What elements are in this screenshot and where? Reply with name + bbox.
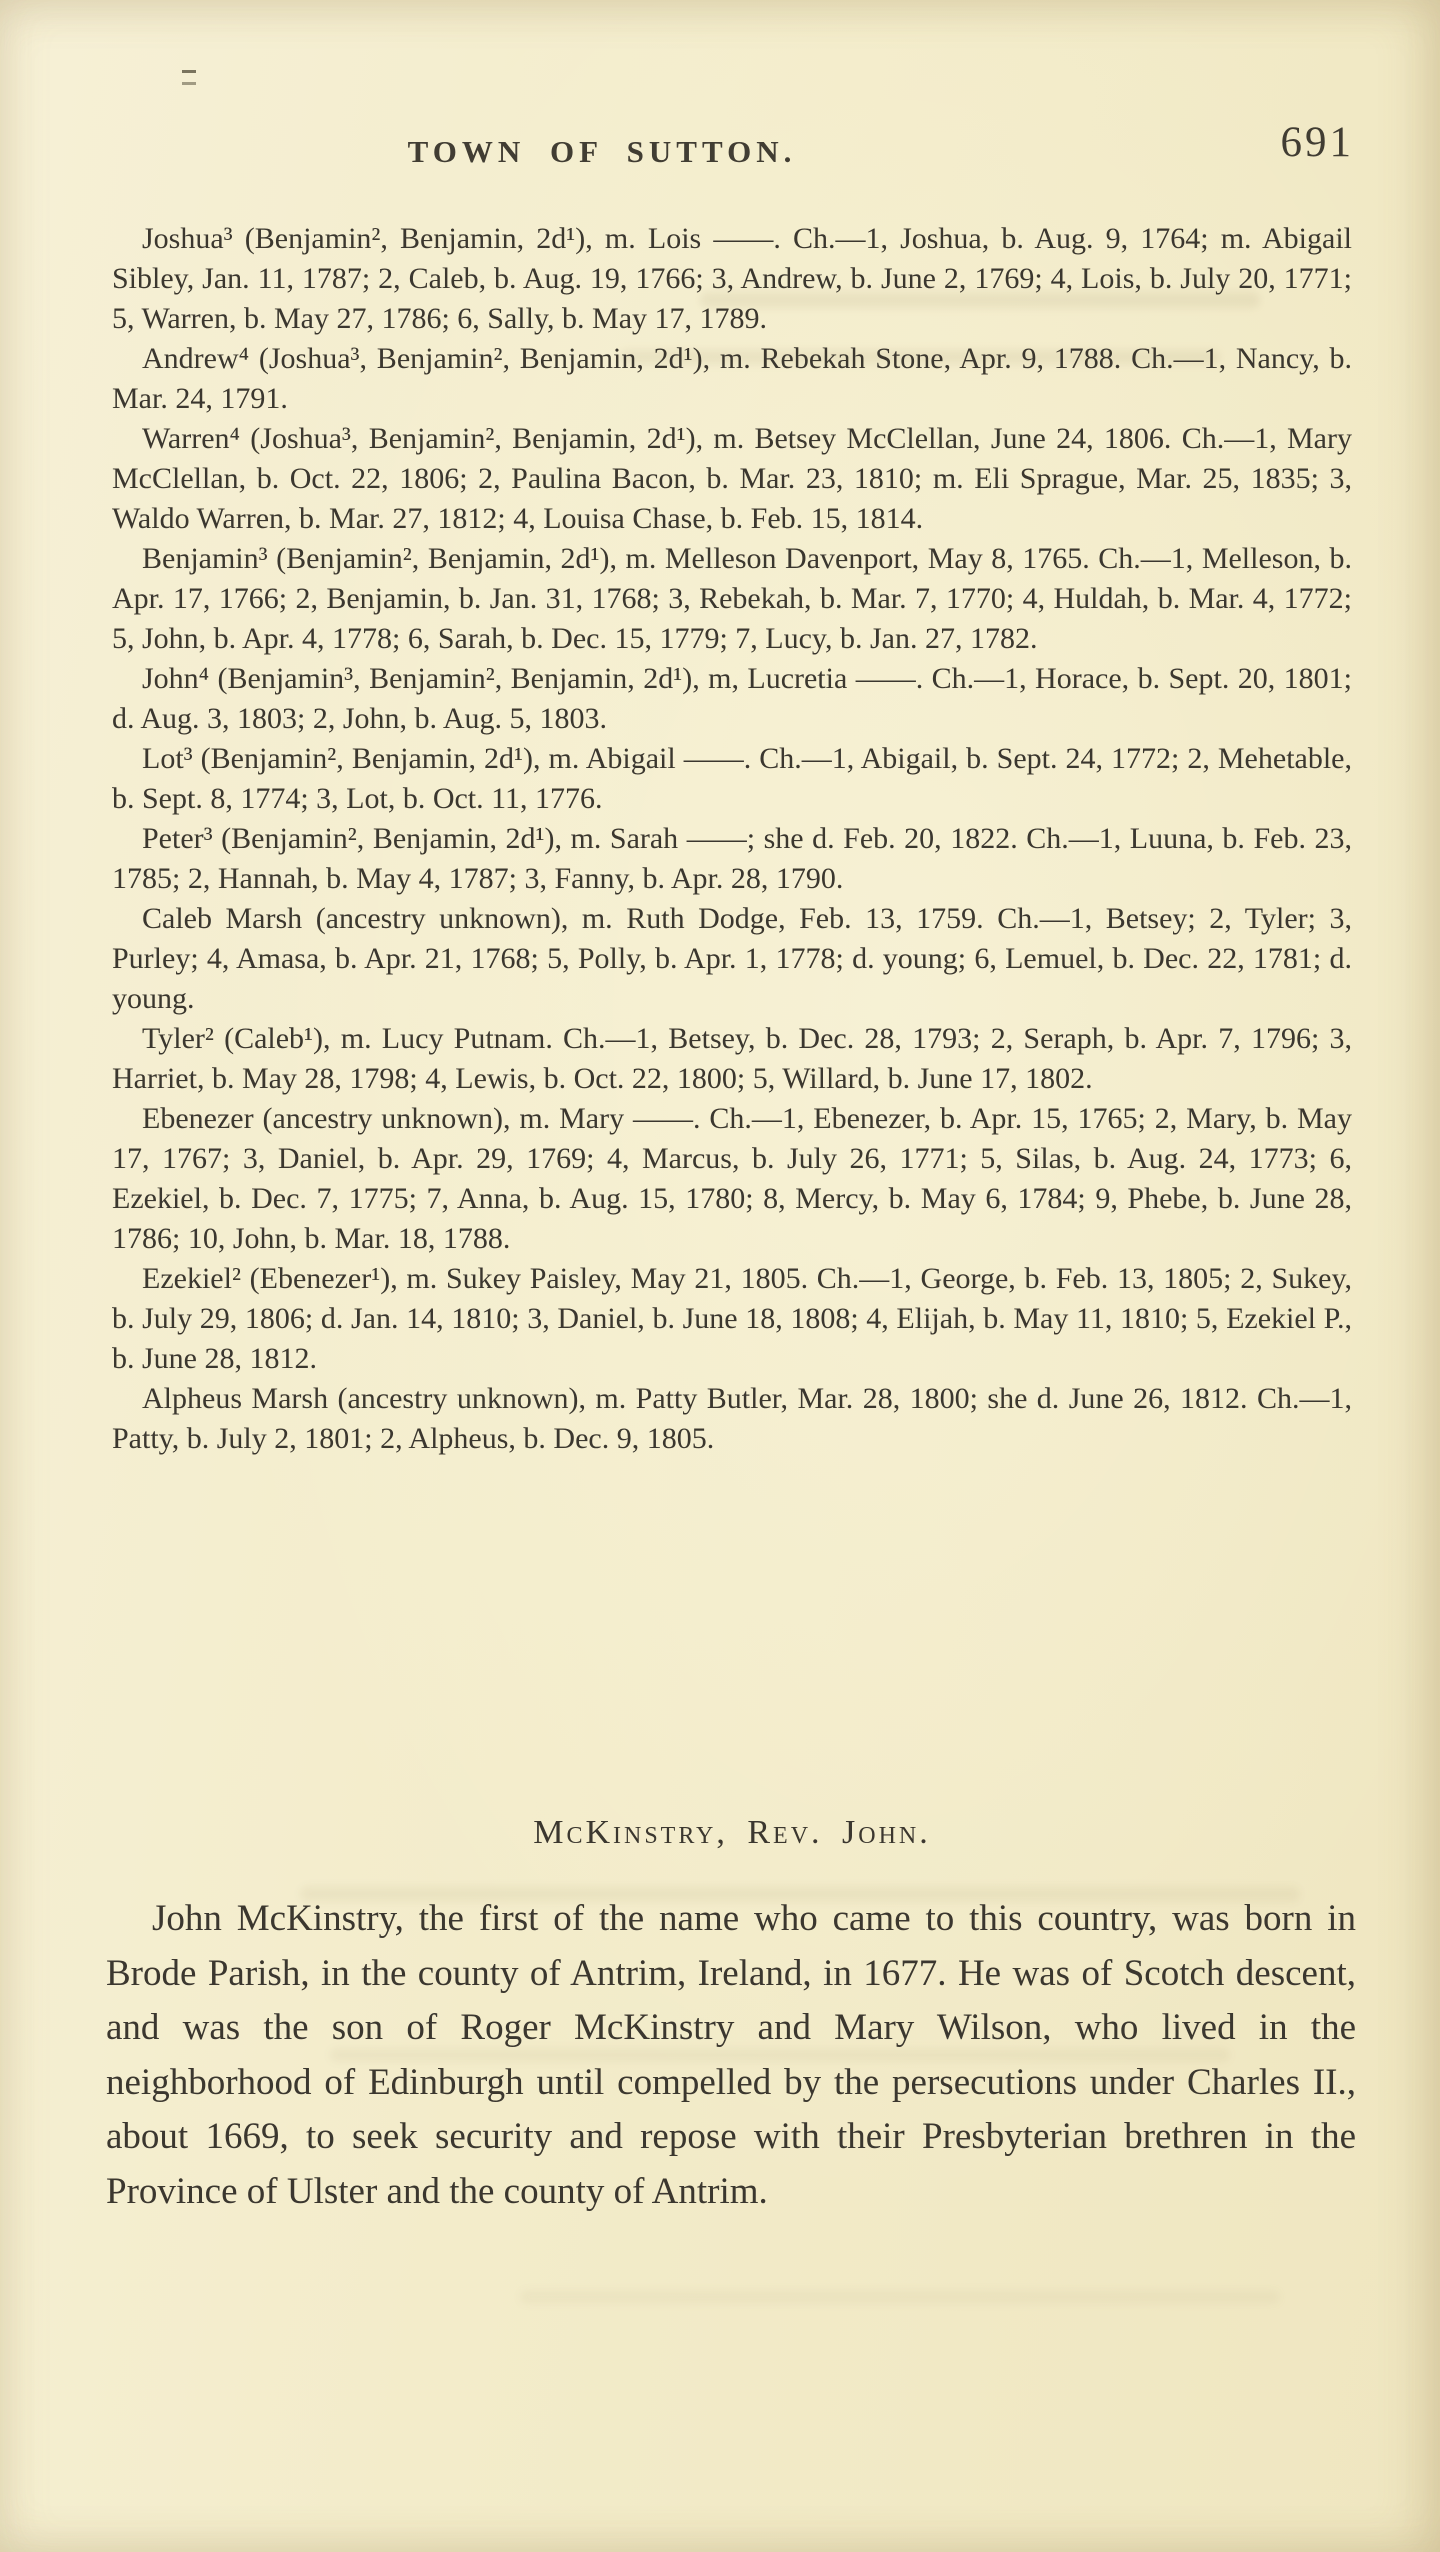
genealogy-paragraph-peter3: Peter³ (Benjamin², Benjamin, 2d¹), m. Sarah ——; she d. Feb. 20, 1822. Ch.—1, Luuna, b. Feb. 23, 1785; 2, Hannah, b. May 4, 1787; 3, Fanny, b. Apr. 28, 1790. bbox=[112, 822, 1352, 895]
biography-paragraph: John McKinstry, the first of the name who came to this country, was born in Brode Parish, in the county of Antrim, Ireland, in 1677. He was of Scotch descent, and was the son of Roger McKinstry and Mary Wilson, who lived in the neighborhood of Edinburgh until compelled by the persecutions under Charles II., about 1669, to seek security and repose with their Presbyterian brethren in the Province of Ulster and the county of Antrim. bbox=[106, 1898, 1356, 2212]
genealogy-paragraph-ebenezer: Ebenezer (ancestry unknown), m. Mary ——. Ch.—1, Ebenezer, b. Apr. 15, 1765; 2, Mary, b. May 17, 1767; 3, Daniel, b. Apr. 29, 1769; 4, Marcus, b. July 26, 1771; 5, Silas, b. Aug. 24, 1773; 6, Ezekiel, b. Dec. 7, 1775; 7, Anna, b. Aug. 15, 1780; 8, Mercy, b. May 6, 1784; 9, Phebe, b. June 28, 1786; 10, John, b. Mar. 18, 1788. bbox=[112, 1102, 1352, 1255]
genealogy-paragraph-alpheus-marsh: Alpheus Marsh (ancestry unknown), m. Patty Butler, Mar. 28, 1800; she d. June 26, 1812. Ch.—1, Patty, b. July 2, 1801; 2, Alpheus, b. Dec. 9, 1805. bbox=[112, 1382, 1352, 1455]
page-number: 691 bbox=[1280, 119, 1354, 166]
genealogy-paragraph-lot3: Lot³ (Benjamin², Benjamin, 2d¹), m. Abigail ——. Ch.—1, Abigail, b. Sept. 24, 1772; 2, Mehetable, b. Sept. 8, 1774; 3, Lot, b. Oct. 11, 1776. bbox=[112, 742, 1352, 815]
genealogy-paragraph-tyler2: Tyler² (Caleb¹), m. Lucy Putnam. Ch.—1, Betsey, b. Dec. 28, 1793; 2, Seraph, b. Apr. 7, 1796; 3, Harriet, b. May 28, 1798; 4, Lewis, b. Oct. 22, 1800; 5, Willard, b. June 17, 1802. bbox=[112, 1022, 1352, 1095]
genealogy-paragraph-joshua3: Joshua³ (Benjamin², Benjamin, 2d¹), m. Lois ——. Ch.—1, Joshua, b. Aug. 9, 1764; m. Abigail Sibley, Jan. 11, 1787; 2, Caleb, b. Aug. 19, 1766; 3, Andrew, b. June 2, 1769; 4, Lois, b. July 20, 1771; 5, Warren, b. May 27, 1786; 6, Sally, b. May 17, 1789. bbox=[112, 222, 1352, 335]
genealogy-text-block bbox=[112, 219, 1352, 1459]
genealogy-paragraph-ezekiel2: Ezekiel² (Ebenezer¹), m. Sukey Paisley, May 21, 1805. Ch.—1, George, b. Feb. 13, 1805; 2, Sukey, b. July 29, 1806; d. Jan. 14, 1810; 3, Daniel, b. June 18, 1808; 4, Elijah, b. May 11, 1810; 5, Ezekiel P., b. June 28, 1812. bbox=[112, 1262, 1352, 1375]
genealogy-paragraph-benjamin3: Benjamin³ (Benjamin², Benjamin, 2d¹), m. Melleson Davenport, May 8, 1765. Ch.—1, Melleson, b. Apr. 17, 1766; 2, Benjamin, b. Jan. 31, 1768; 3, Rebekah, b. Mar. 7, 1770; 4, Huldah, b. Mar. 4, 1772; 5, John, b. Apr. 4, 1778; 6, Sarah, b. Dec. 15, 1779; 7, Lucy, b. Jan. 27, 1782. bbox=[112, 542, 1352, 655]
genealogy-paragraph-warren4: Warren⁴ (Joshua³, Benjamin², Benjamin, 2d¹), m. Betsey McClellan, June 24, 1806. Ch.—1, Mary McClellan, b. Oct. 22, 1806; 2, Paulina Bacon, b. Mar. 23, 1810; m. Eli Sprague, Mar. 25, 1835; 3, Waldo Warren, b. Mar. 27, 1812; 4, Louisa Chase, b. Feb. 15, 1814. bbox=[112, 422, 1352, 535]
running-head-title: TOWN OF SUTTON. bbox=[407, 134, 797, 169]
section-heading-mckinstry: McKinstry, Rev. John. bbox=[533, 1814, 931, 1851]
genealogy-paragraph-caleb-marsh: Caleb Marsh (ancestry unknown), m. Ruth Dodge, Feb. 13, 1759. Ch.—1, Betsey; 2, Tyler; 3, Purley; 4, Amasa, b. Apr. 21, 1768; 5, Polly, b. Apr. 1, 1778; d. young; 6, Lemuel, b. Dec. 22, 1781; d. young. bbox=[112, 902, 1352, 1015]
genealogy-paragraph-andrew4: Andrew⁴ (Joshua³, Benjamin², Benjamin, 2d¹), m. Rebekah Stone, Apr. 9, 1788. Ch.—1, Nancy, b. Mar. 24, 1791. bbox=[112, 342, 1352, 415]
mckinstry-biography-block bbox=[106, 1892, 1356, 2219]
ink-speck-artifact bbox=[182, 70, 196, 85]
show-through-smudge bbox=[520, 2290, 1280, 2304]
genealogy-paragraph-john4: John⁴ (Benjamin³, Benjamin², Benjamin, 2d¹), m, Lucretia ——. Ch.—1, Horace, b. Sept. 20, 1801; d. Aug. 3, 1803; 2, John, b. Aug. 5, 1803. bbox=[112, 662, 1352, 735]
